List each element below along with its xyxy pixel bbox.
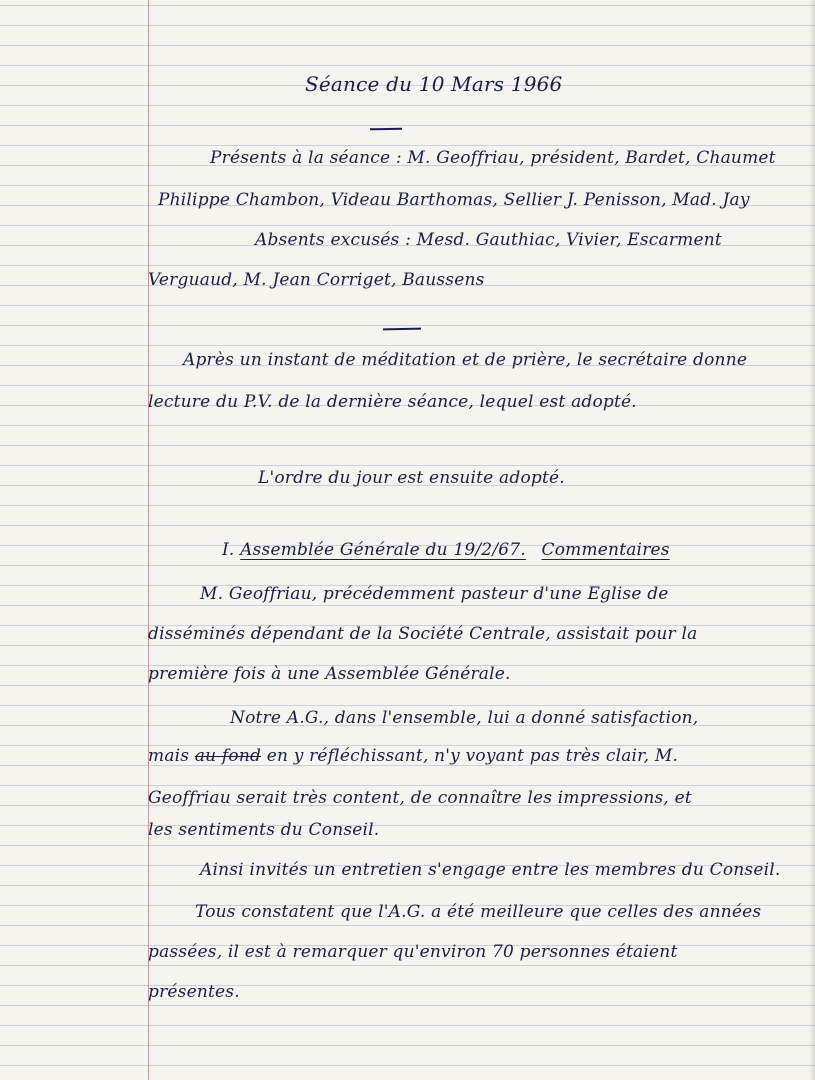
- paragraph-4-line-1: Tous constatent que l'A.G. a été meilleure que celles des années: [195, 902, 762, 922]
- paragraph-4-line-3: présentes.: [148, 982, 240, 1002]
- paragraph-1-line-1: M. Geoffriau, précédemment pasteur d'une Eglise de: [200, 584, 669, 604]
- attendance-line-2: Philippe Chambon, Videau Barthomas, Sellier J. Penisson, Mad. Jay: [158, 190, 750, 210]
- title-divider: [370, 128, 402, 130]
- agenda-line: L'ordre du jour est ensuite adopté.: [258, 468, 565, 488]
- margin-line: [148, 0, 149, 1080]
- struck-out-text: au fond: [194, 746, 262, 766]
- section-title: Assemblée Générale du 19/2/67.: [240, 540, 526, 560]
- paragraph-1-line-2: disséminés dépendant de la Société Centrale, assistait pour la: [148, 624, 698, 644]
- paragraph-2-line-2: [148, 746, 678, 766]
- presence-divider: [383, 328, 421, 330]
- page-edge-shadow: [809, 0, 815, 1080]
- opening-line-1: Après un instant de méditation et de prière, le secrétaire donne: [183, 350, 748, 370]
- paragraph-4-line-2: passées, il est à remarquer qu'environ 70 personnes étaient: [148, 942, 678, 962]
- section-number: I.: [222, 540, 235, 560]
- paragraph-1-line-3: première fois à une Assemblée Générale.: [148, 664, 511, 684]
- absentees-line-2: Verguaud, M. Jean Corriget, Baussens: [148, 270, 485, 290]
- paragraph-2-line-2-rest: en y réfléchissant, n'y voyant pas très clair, M.: [266, 746, 679, 766]
- paragraph-2-line-1: Notre A.G., dans l'ensemble, lui a donné satisfaction,: [230, 708, 699, 728]
- attendance-line-1: Présents à la séance : M. Geoffriau, président, Bardet, Chaumet: [210, 148, 776, 168]
- opening-line-2: lecture du P.V. de la dernière séance, lequel est adopté.: [148, 392, 637, 412]
- paragraph-2-word-mais: mais: [148, 746, 190, 766]
- absentees-line-1: Absents excusés : Mesd. Gauthiac, Vivier, Escarment: [255, 230, 722, 250]
- section-subtitle: Commentaires: [541, 540, 670, 560]
- paragraph-2-line-4: les sentiments du Conseil.: [148, 820, 380, 840]
- paragraph-2-line-3: Geoffriau serait très content, de connaître les impressions, et: [148, 788, 692, 808]
- section-heading: [222, 540, 670, 560]
- paragraph-3-line-1: Ainsi invités un entretien s'engage entre les membres du Conseil.: [200, 860, 781, 880]
- page-title: Séance du 10 Mars 1966: [305, 72, 563, 96]
